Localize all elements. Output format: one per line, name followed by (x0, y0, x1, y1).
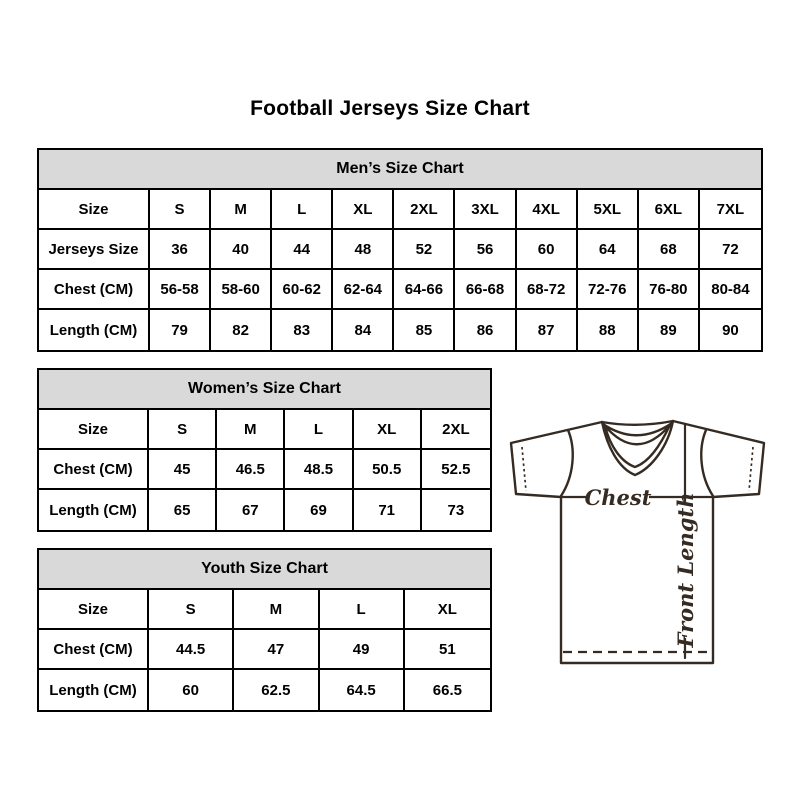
value-cell: XL (354, 410, 422, 448)
value-cell: 60 (149, 670, 234, 710)
table-row (39, 230, 761, 270)
value-cell: 44 (272, 230, 333, 268)
front-length-label: Front Length (673, 492, 698, 648)
youth-table-title: Youth Size Chart (39, 550, 490, 590)
value-cell: M (211, 190, 272, 228)
value-cell: XL (333, 190, 394, 228)
value-cell: 46.5 (217, 450, 285, 488)
value-cell: 62-64 (333, 270, 394, 308)
womens-size-chart-table (37, 368, 492, 532)
value-cell: M (234, 590, 319, 628)
value-cell: 2XL (442, 420, 470, 438)
collar (602, 421, 673, 475)
value-cell: 84 (333, 310, 394, 350)
value-cell: L (320, 590, 405, 628)
value-cell: 6XL (639, 190, 700, 228)
value-cell: 88 (578, 310, 639, 350)
value-cell: S (149, 410, 217, 448)
value-cell: 82 (211, 310, 272, 350)
value-cell: 76-80 (639, 270, 700, 308)
jersey-measurement-diagram (500, 413, 778, 671)
value-cell: 4XL (517, 190, 578, 228)
row-header-cell: Chest (CM) (39, 630, 149, 668)
row-header-cell: Chest (CM) (39, 450, 149, 488)
value-cell: 3XL (455, 190, 516, 228)
value-cell: 36 (150, 230, 211, 268)
value-cell: 51 (439, 640, 456, 658)
jersey-outline (511, 421, 764, 663)
value-cell: 44.5 (149, 630, 234, 668)
value-cell: XL (437, 600, 457, 618)
value-cell: 7XL (716, 200, 745, 218)
value-cell: 69 (285, 490, 353, 530)
row-header-cell: Length (CM) (39, 310, 150, 350)
value-cell: 40 (211, 230, 272, 268)
value-cell: M (217, 410, 285, 448)
value-cell: 60 (517, 230, 578, 268)
row-header-cell: Length (CM) (39, 670, 149, 710)
value-cell: 65 (149, 490, 217, 530)
value-cell: 64-66 (394, 270, 455, 308)
table-row (39, 270, 761, 310)
row-header-cell: Jerseys Size (39, 230, 150, 268)
value-cell: 89 (639, 310, 700, 350)
value-cell: 64 (578, 230, 639, 268)
value-cell: 90 (722, 321, 739, 339)
value-cell: 5XL (578, 190, 639, 228)
table-row (39, 590, 490, 630)
value-cell: 66.5 (432, 681, 462, 699)
sleeve-stitch-right (749, 447, 753, 491)
table-row (39, 490, 490, 530)
value-cell: 67 (217, 490, 285, 530)
chest-label: Chest (584, 485, 652, 510)
value-cell: 87 (517, 310, 578, 350)
value-cell: 2XL (394, 190, 455, 228)
table-row (39, 410, 490, 450)
youth-size-chart-table (37, 548, 492, 712)
value-cell: 66-68 (455, 270, 516, 308)
value-cell: 80-84 (711, 280, 750, 298)
value-cell: 48.5 (285, 450, 353, 488)
value-cell: 85 (394, 310, 455, 350)
value-cell: 72-76 (578, 270, 639, 308)
value-cell: 62.5 (234, 670, 319, 710)
value-cell: 47 (234, 630, 319, 668)
mens-table-title: Men’s Size Chart (39, 150, 761, 190)
armhole-seam-left (561, 430, 573, 496)
row-header-cell: Chest (CM) (39, 270, 150, 308)
value-cell: 79 (150, 310, 211, 350)
mens-table-body (39, 190, 761, 350)
value-cell: 83 (272, 310, 333, 350)
value-cell: 72 (722, 240, 739, 258)
value-cell: 48 (333, 230, 394, 268)
value-cell: 52.5 (441, 460, 471, 478)
value-cell: S (150, 190, 211, 228)
value-cell: 56 (455, 230, 516, 268)
youth-table-body (39, 590, 490, 710)
value-cell: 73 (447, 501, 465, 519)
value-cell: 52 (394, 230, 455, 268)
mens-size-chart-table (37, 148, 763, 352)
value-cell: 64.5 (320, 670, 405, 710)
value-cell: 68-72 (517, 270, 578, 308)
value-cell: L (272, 190, 333, 228)
value-cell: 56-58 (150, 270, 211, 308)
value-cell: 86 (455, 310, 516, 350)
womens-table-title: Women’s Size Chart (39, 370, 490, 410)
row-header-cell: Size (39, 190, 150, 228)
table-row (39, 190, 761, 230)
table-row (39, 310, 761, 350)
row-header-cell: Size (39, 590, 149, 628)
value-cell: 68 (639, 230, 700, 268)
value-cell: 45 (149, 450, 217, 488)
womens-table-body (39, 410, 490, 530)
value-cell: 58-60 (211, 270, 272, 308)
value-cell: S (149, 590, 234, 628)
armhole-seam-right (701, 430, 713, 496)
value-cell: 71 (354, 490, 422, 530)
value-cell: L (285, 410, 353, 448)
table-row (39, 630, 490, 670)
value-cell: 49 (320, 630, 405, 668)
page-title: Football Jerseys Size Chart (250, 97, 530, 120)
table-row (39, 450, 490, 490)
sleeve-stitch-left (522, 447, 526, 491)
value-cell: 50.5 (354, 450, 422, 488)
row-header-cell: Length (CM) (39, 490, 149, 530)
value-cell: 60-62 (272, 270, 333, 308)
row-header-cell: Size (39, 410, 149, 448)
table-row (39, 670, 490, 710)
